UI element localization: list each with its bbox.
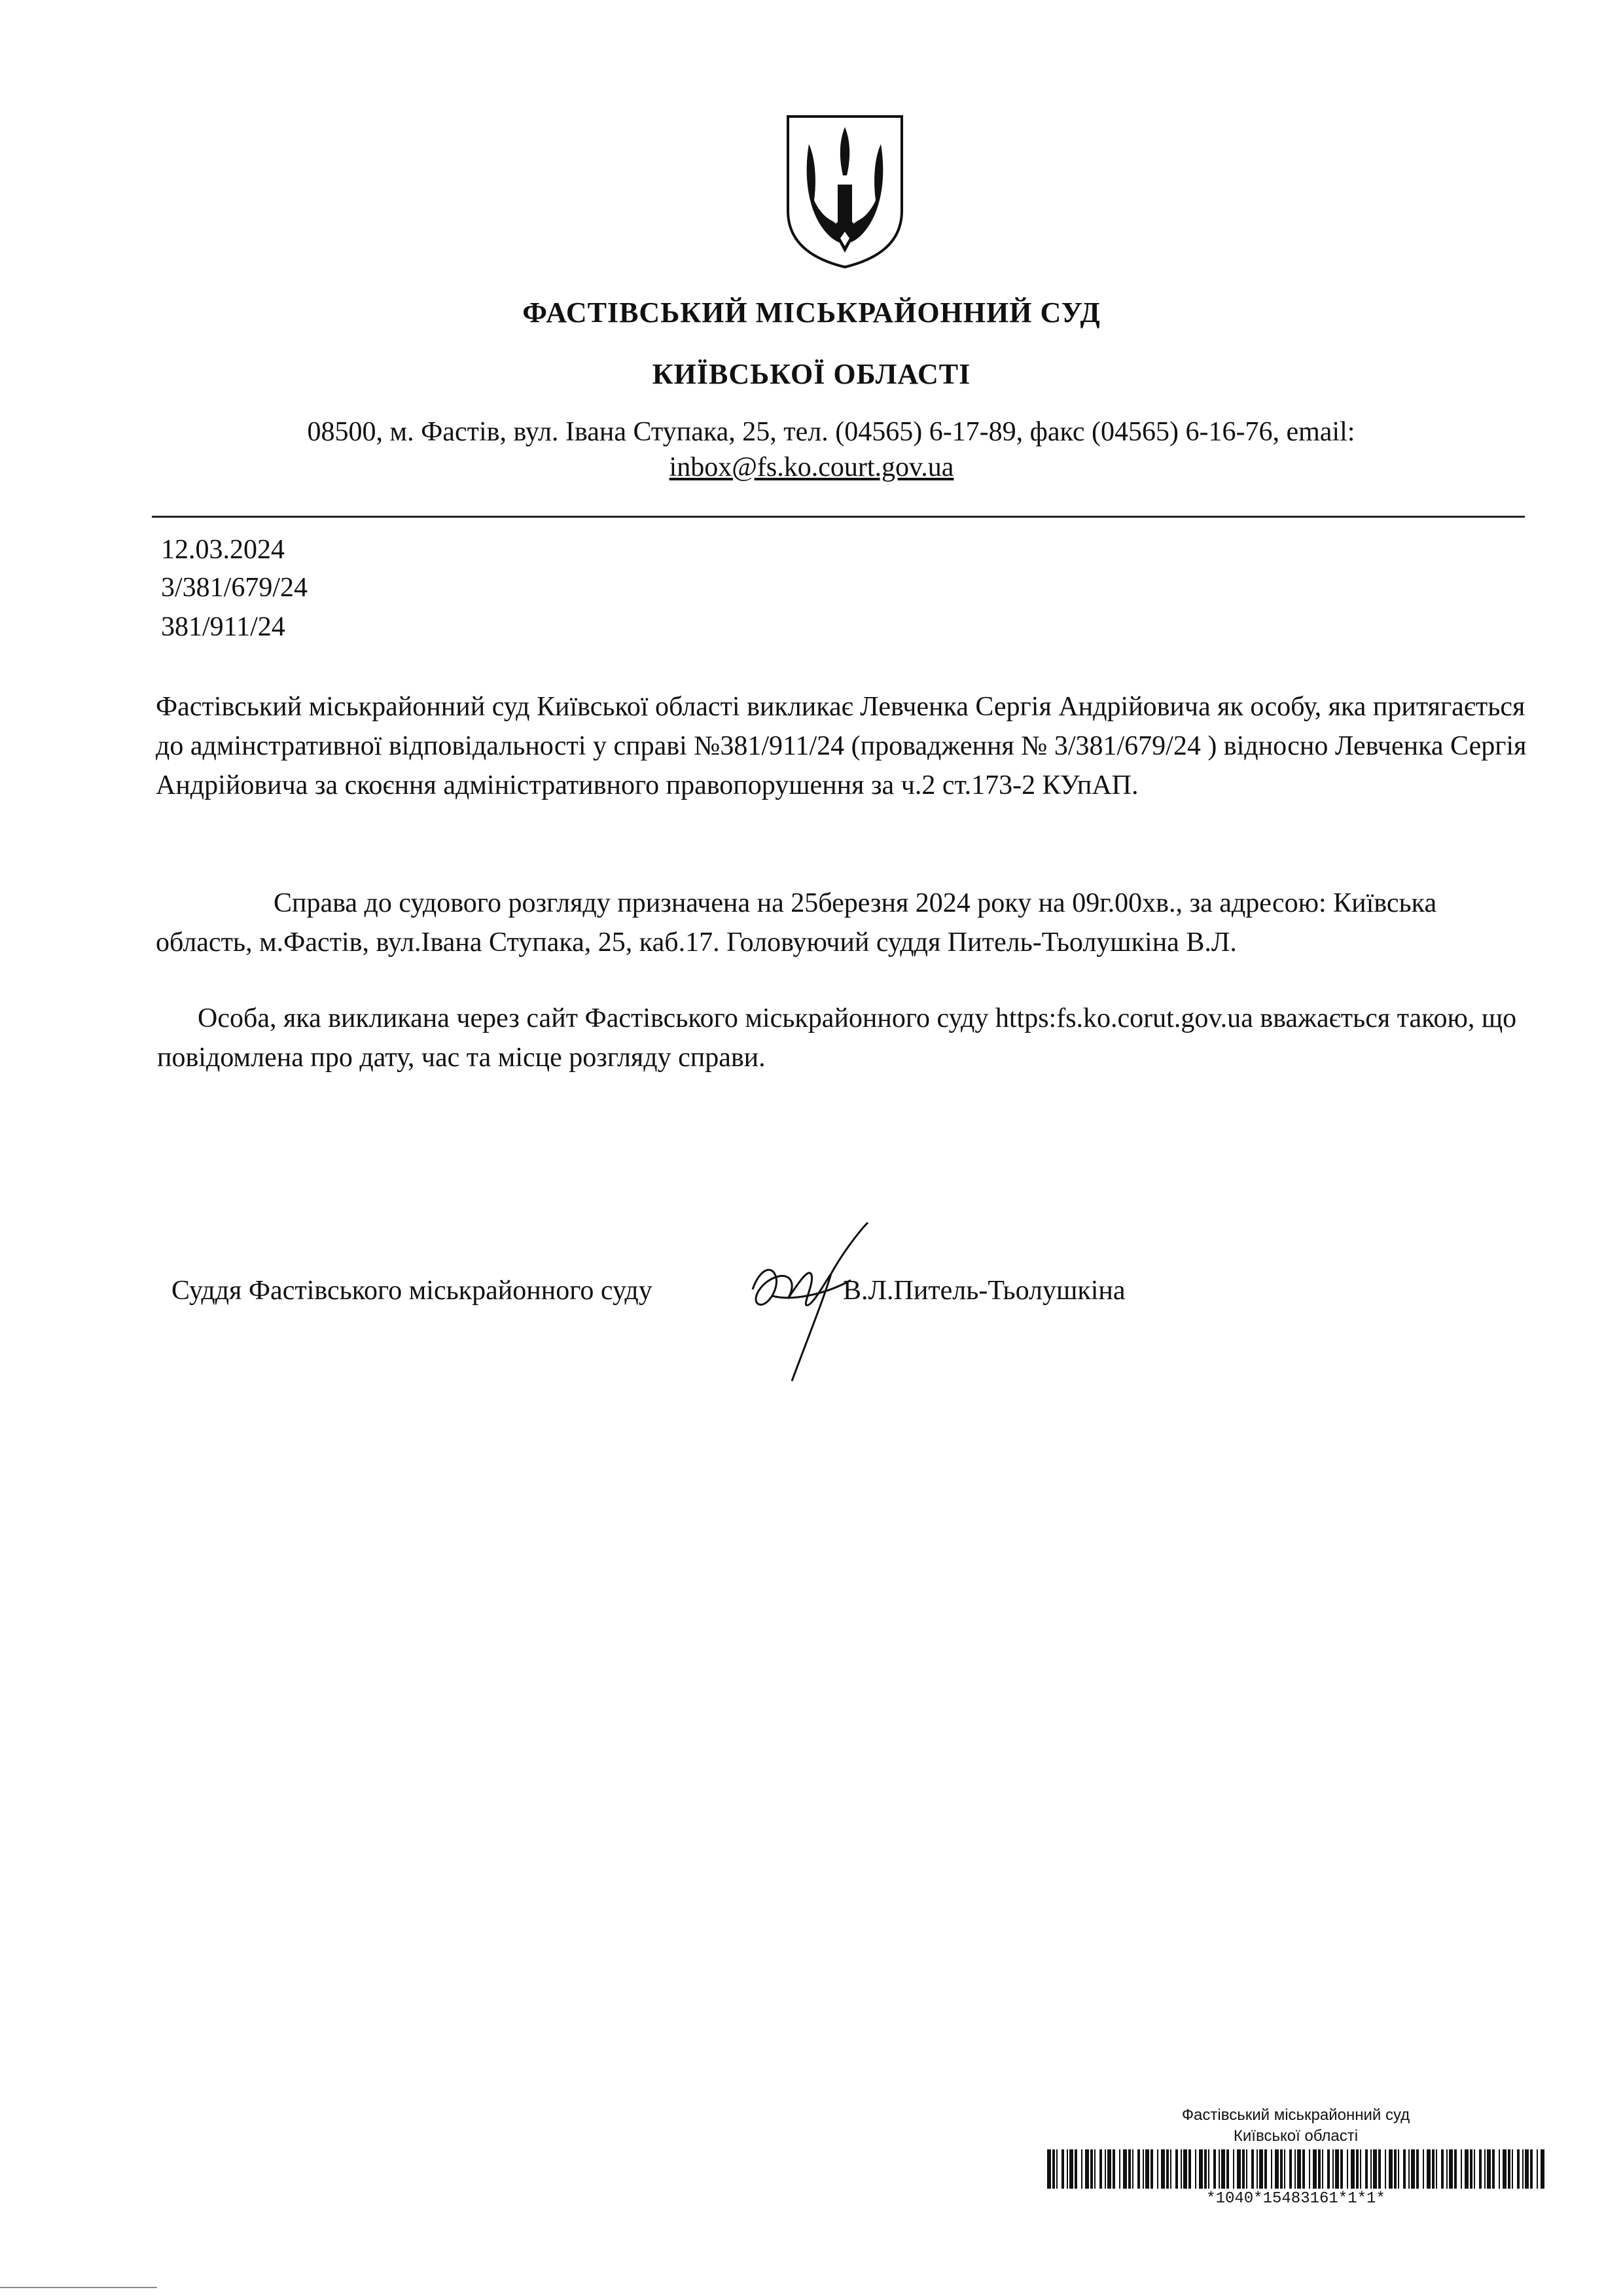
barcode-bar bbox=[1347, 2149, 1348, 2189]
barcode-bar bbox=[1454, 2149, 1457, 2189]
barcode-bar bbox=[1128, 2149, 1131, 2189]
barcode-bar bbox=[1332, 2149, 1334, 2189]
barcode-bar bbox=[1309, 2149, 1310, 2189]
barcode-bar bbox=[1394, 2149, 1397, 2189]
barcode-bar bbox=[1052, 2149, 1055, 2189]
court-name-line2: КИЇВСЬКОЇ ОБЛАСТІ bbox=[652, 358, 971, 390]
barcode-bar bbox=[1461, 2149, 1462, 2189]
proceeding-number: 3/381/679/24 bbox=[161, 573, 308, 603]
barcode-bar bbox=[1081, 2149, 1082, 2189]
barcode-bar bbox=[1284, 2149, 1285, 2189]
stamp-court-name: Фастівський міськрайонний суд bbox=[1181, 2106, 1410, 2124]
document-date: 12.03.2024 bbox=[161, 535, 285, 565]
barcode-bar bbox=[1219, 2149, 1220, 2189]
barcode-bar bbox=[1479, 2149, 1482, 2189]
barcode-bar bbox=[1294, 2149, 1296, 2189]
barcode-bar bbox=[1161, 2149, 1165, 2189]
barcode-bar bbox=[1302, 2149, 1305, 2189]
barcode-bar bbox=[1318, 2149, 1321, 2189]
barcode-bar bbox=[1183, 2149, 1187, 2189]
barcode-bar bbox=[1175, 2149, 1178, 2189]
barcode-bar bbox=[1113, 2149, 1115, 2189]
barcode-bar bbox=[1132, 2149, 1133, 2189]
barcode-bar bbox=[1313, 2149, 1317, 2189]
barcode-bar bbox=[1275, 2149, 1279, 2189]
barcode-bar bbox=[1094, 2149, 1096, 2189]
barcode-bar bbox=[1188, 2149, 1191, 2189]
barcode-bar bbox=[1411, 2149, 1415, 2189]
court-email-line bbox=[0, 452, 1623, 483]
barcode-bar bbox=[1150, 2149, 1153, 2189]
barcode-bar bbox=[1370, 2149, 1372, 2189]
barcode-bar bbox=[1242, 2149, 1245, 2189]
barcode-bar bbox=[1432, 2149, 1435, 2189]
barcode-bar bbox=[1403, 2149, 1406, 2189]
barcode-bar bbox=[1143, 2149, 1144, 2189]
barcode-bar bbox=[1378, 2149, 1381, 2189]
barcode-bar bbox=[1449, 2149, 1453, 2189]
barcode-bar bbox=[1327, 2149, 1330, 2189]
barcode-bar bbox=[1522, 2149, 1524, 2189]
barcode-bar bbox=[1221, 2149, 1225, 2189]
barcode-bar bbox=[1145, 2149, 1149, 2189]
barcode-bar bbox=[1280, 2149, 1283, 2189]
barcode-bar bbox=[1123, 2149, 1127, 2189]
barcode-bar bbox=[1289, 2149, 1292, 2189]
barcode-bar bbox=[1408, 2149, 1410, 2189]
barcode-bar bbox=[1226, 2149, 1229, 2189]
court-email[interactable]: inbox@fs.ko.court.gov.ua bbox=[669, 452, 954, 482]
barcode-bar bbox=[1335, 2149, 1339, 2189]
barcode-bar bbox=[1427, 2149, 1431, 2189]
barcode-bar bbox=[1537, 2149, 1538, 2189]
barcode-bar bbox=[1246, 2149, 1247, 2189]
barcode-bar bbox=[1271, 2149, 1272, 2189]
barcode-bar bbox=[1446, 2149, 1448, 2189]
barcode-bar bbox=[1259, 2149, 1263, 2189]
barcode-bar bbox=[1067, 2149, 1068, 2189]
barcode-bar bbox=[1056, 2149, 1058, 2189]
barcode-bar bbox=[1423, 2149, 1424, 2189]
barcode-bar bbox=[1389, 2149, 1393, 2189]
barcode-bar bbox=[1085, 2149, 1089, 2189]
barcode-bar bbox=[1474, 2149, 1475, 2189]
barcode-bar bbox=[1398, 2149, 1399, 2189]
barcode-bar bbox=[1297, 2149, 1301, 2189]
barcode-bar bbox=[1204, 2149, 1207, 2189]
barcode-bar bbox=[1137, 2149, 1140, 2189]
barcode-bar bbox=[1105, 2149, 1106, 2189]
barcode-bar bbox=[1257, 2149, 1258, 2189]
barcode-bar bbox=[1237, 2149, 1241, 2189]
barcode-bar bbox=[1416, 2149, 1419, 2189]
barcode-bar bbox=[1441, 2149, 1444, 2189]
barcode-bar bbox=[1541, 2149, 1544, 2189]
barcode-bar bbox=[1061, 2149, 1064, 2189]
barcode-bar bbox=[1525, 2149, 1529, 2189]
header-divider bbox=[152, 516, 1525, 518]
barcode-bar bbox=[1090, 2149, 1093, 2189]
barcode-bar bbox=[1436, 2149, 1437, 2189]
barcode-bar bbox=[1170, 2149, 1171, 2189]
barcode-bar bbox=[1503, 2149, 1507, 2189]
scan-edge-mark bbox=[0, 2287, 157, 2288]
ukraine-trident-icon bbox=[784, 113, 906, 270]
barcode-bar bbox=[1099, 2149, 1102, 2189]
barcode-bar bbox=[1264, 2149, 1267, 2189]
barcode-bar bbox=[1508, 2149, 1510, 2189]
signatory-title: Суддя Фастівського міськрайонного суду bbox=[171, 1276, 652, 1306]
barcode-bar bbox=[1356, 2149, 1359, 2189]
barcode-bar bbox=[1470, 2149, 1472, 2189]
judge-name: В.Л.Питель-Тьолушкіна bbox=[843, 1276, 1126, 1306]
barcode-bar bbox=[1492, 2149, 1495, 2189]
barcode-bar bbox=[1484, 2149, 1486, 2189]
barcode-bar bbox=[1251, 2149, 1254, 2189]
case-number: 381/911/24 bbox=[161, 612, 285, 642]
barcode-bar bbox=[1385, 2149, 1386, 2189]
barcode-bar bbox=[1233, 2149, 1234, 2189]
hearing-schedule-paragraph: Справа до судового розгляду призначена на 25березня 2024 року на 09г.00хв., за адресою: Київська область, м.Фастів, вул.Івана Ступака, 25, каб.17. Головуючий суддя Питель-Тьолушкіна В.Л. bbox=[156, 888, 1437, 958]
barcode-bar bbox=[1166, 2149, 1169, 2189]
barcode-bar bbox=[1512, 2149, 1513, 2189]
barcode-bar bbox=[1107, 2149, 1111, 2189]
barcode-bar bbox=[1487, 2149, 1491, 2189]
notification-paragraph: Особа, яка викликана через сайт Фастівського міськрайонного суду https:fs.ko.corut.gov.ua вважається такою, що повідомлена про дату, час та місце розгляду справи. bbox=[157, 1003, 1517, 1073]
barcode-bar bbox=[1499, 2149, 1500, 2189]
barcode-bar bbox=[1322, 2149, 1323, 2189]
barcode-bar bbox=[1119, 2149, 1120, 2189]
barcode-bar bbox=[1208, 2149, 1209, 2189]
document-barcode bbox=[1046, 2149, 1546, 2189]
barcode-bar bbox=[1351, 2149, 1355, 2189]
barcode-bar bbox=[1365, 2149, 1368, 2189]
barcode-bar bbox=[1199, 2149, 1203, 2189]
barcode-bar bbox=[1517, 2149, 1520, 2189]
barcode-bar bbox=[1530, 2149, 1533, 2189]
barcode-bar bbox=[1213, 2149, 1216, 2189]
barcode-bar bbox=[1157, 2149, 1158, 2189]
barcode-bar bbox=[1373, 2149, 1377, 2189]
barcode-bar bbox=[1195, 2149, 1196, 2189]
barcode-bar bbox=[1340, 2149, 1343, 2189]
stamp-region: Київської області bbox=[1233, 2127, 1359, 2145]
barcode-bar bbox=[1465, 2149, 1469, 2189]
barcode-bar bbox=[1069, 2149, 1073, 2189]
barcode-number: *1040*15483161*1*1* bbox=[1206, 2190, 1385, 2208]
court-address: 08500, м. Фастів, вул. Івана Ступака, 25, тел. (04565) 6-17-89, факс (04565) 6-16-76, email: bbox=[307, 417, 1355, 447]
summons-paragraph: Фастівський міськрайонний суд Київської області викликає Левченка Сергія Андрійовича як особу, яка притягається до адмінстративної відповідальності у справі №381/911/24 (провадження № 3/381/679/24 ) відносно Левченка Сергія Андрійовича за скоєння адміністративного правопорушення за ч.2 ст.173-2 КУпАП. bbox=[156, 692, 1527, 800]
barcode-bar bbox=[1047, 2149, 1051, 2189]
court-name-line1: ФАСТІВСЬКИЙ МІСЬКРАЙОННИЙ СУД bbox=[522, 296, 1101, 329]
barcode-bar bbox=[1360, 2149, 1361, 2189]
barcode-bar bbox=[1075, 2149, 1077, 2189]
barcode-bar bbox=[1181, 2149, 1182, 2189]
